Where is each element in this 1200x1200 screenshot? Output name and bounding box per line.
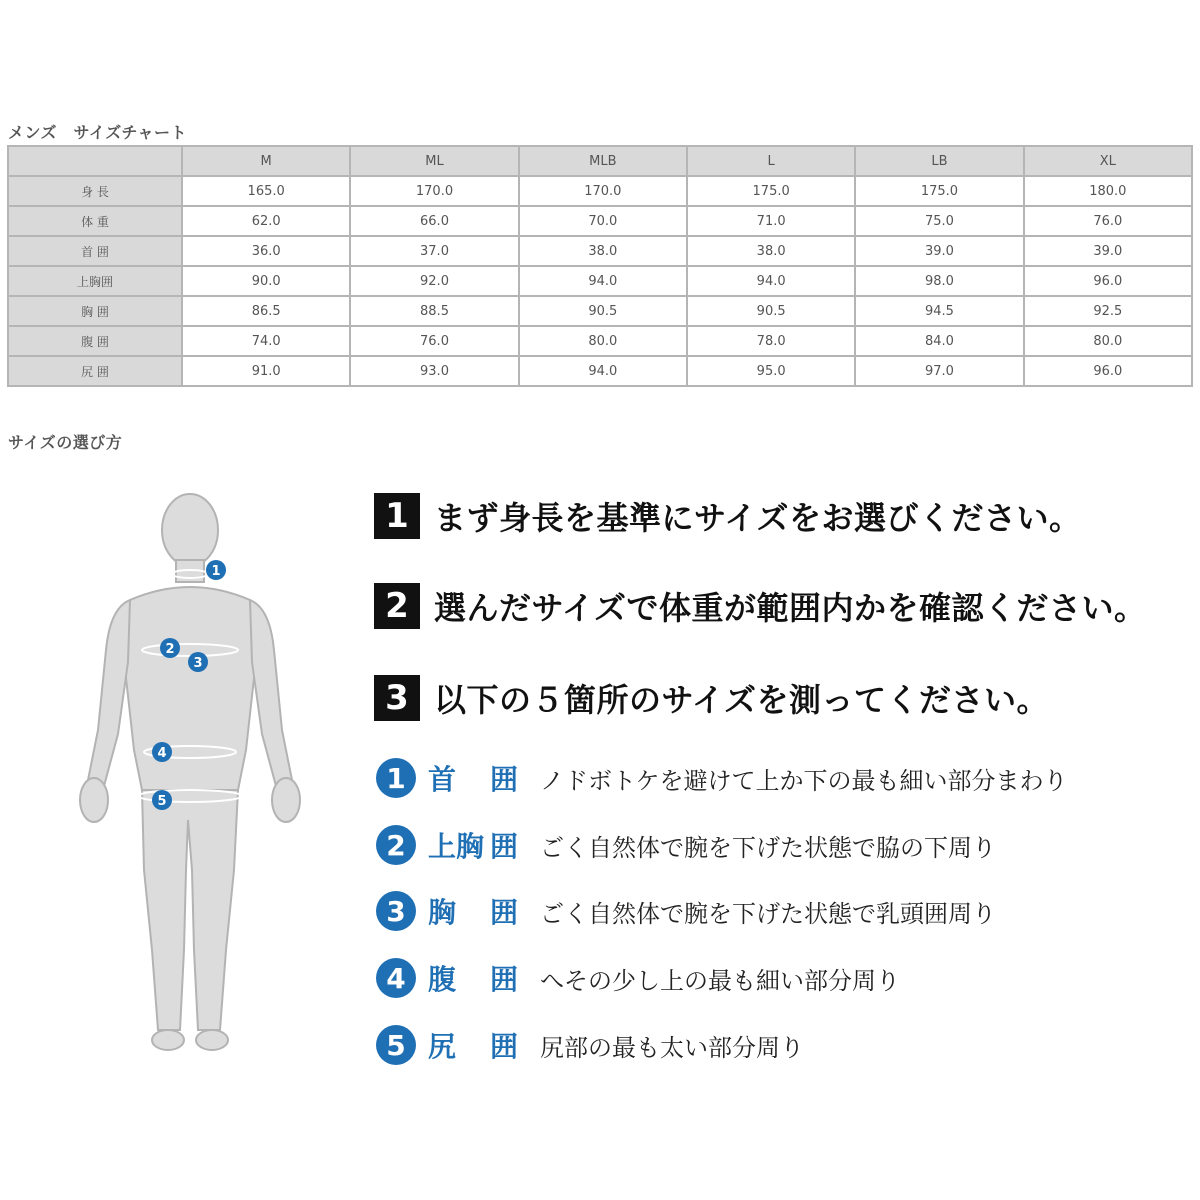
table-cell: 94.0 xyxy=(520,267,686,295)
column-header: MLB xyxy=(520,147,686,175)
row-label: 体 重 xyxy=(9,207,181,235)
measurement-description: 尻部の最も太い部分周り xyxy=(540,1033,804,1062)
table-cell: 92.5 xyxy=(1025,297,1191,325)
measurement-upper-chest xyxy=(376,825,996,865)
table-cell: 66.0 xyxy=(351,207,517,235)
measurement-label xyxy=(428,825,518,865)
table-cell: 94.0 xyxy=(688,267,854,295)
measurement-label xyxy=(428,758,518,798)
table-cell: 71.0 xyxy=(688,207,854,235)
table-cell: 38.0 xyxy=(520,237,686,265)
measurement-description: ごく自然体で腕を下げた状態で乳頭囲周り xyxy=(540,899,996,928)
table-cell: 94.0 xyxy=(520,357,686,385)
measurement-waist xyxy=(376,958,900,998)
table-cell: 39.0 xyxy=(1025,237,1191,265)
svg-text:5: 5 xyxy=(157,794,167,809)
table-cell: 75.0 xyxy=(856,207,1022,235)
column-header: LB xyxy=(856,147,1022,175)
table-cell: 76.0 xyxy=(1025,207,1191,235)
table-cell: 90.5 xyxy=(688,297,854,325)
table-cell: 93.0 xyxy=(351,357,517,385)
table-cell: 92.0 xyxy=(351,267,517,295)
measurement-description: ノドボトケを避けて上か下の最も細い部分まわり xyxy=(540,766,1068,795)
measurement-neck xyxy=(376,758,1068,798)
marker-chest xyxy=(188,652,208,672)
table-row xyxy=(9,327,1191,355)
marker-upper-chest xyxy=(160,638,180,658)
marker-neck xyxy=(206,560,226,580)
row-label: 身 長 xyxy=(9,177,181,205)
step-number-badge: 3 xyxy=(374,675,420,721)
table-cell: 86.5 xyxy=(183,297,349,325)
svg-text:2: 2 xyxy=(165,642,175,657)
measurement-description: へその少し上の最も細い部分周り xyxy=(540,966,900,995)
measurement-number-badge: 1 xyxy=(376,758,416,798)
table-row xyxy=(9,177,1191,205)
label-part: 胸 xyxy=(428,896,457,929)
table-cell: 175.0 xyxy=(856,177,1022,205)
table-row xyxy=(9,357,1191,385)
table-cell: 170.0 xyxy=(520,177,686,205)
marker-waist xyxy=(152,742,172,762)
measurement-hip xyxy=(376,1025,804,1065)
table-row xyxy=(9,207,1191,235)
table-cell: 170.0 xyxy=(351,177,517,205)
table-row xyxy=(9,237,1191,265)
table-cell: 165.0 xyxy=(183,177,349,205)
measurement-number-badge: 2 xyxy=(376,825,416,865)
measurement-chest xyxy=(376,891,996,931)
table-cell: 80.0 xyxy=(520,327,686,355)
table-cell: 62.0 xyxy=(183,207,349,235)
table-cell: 78.0 xyxy=(688,327,854,355)
row-label: 尻 囲 xyxy=(9,357,181,385)
row-label: 首 囲 xyxy=(9,237,181,265)
row-label: 胸 囲 xyxy=(9,297,181,325)
table-cell: 98.0 xyxy=(856,267,1022,295)
size-chart-table xyxy=(7,145,1193,387)
label-part: 上胸 xyxy=(428,830,485,863)
label-part: 囲 xyxy=(489,830,518,863)
table-header-row xyxy=(9,147,1191,175)
table-cell: 88.5 xyxy=(351,297,517,325)
step-2 xyxy=(374,584,1146,628)
table-cell: 38.0 xyxy=(688,237,854,265)
measurement-number-badge: 4 xyxy=(376,958,416,998)
row-label: 腹 囲 xyxy=(9,327,181,355)
table-cell: 37.0 xyxy=(351,237,517,265)
table-cell: 180.0 xyxy=(1025,177,1191,205)
table-row xyxy=(9,297,1191,325)
table-cell: 36.0 xyxy=(183,237,349,265)
measurement-label xyxy=(428,891,518,931)
column-header: M xyxy=(183,147,349,175)
table-cell: 84.0 xyxy=(856,327,1022,355)
measurement-label xyxy=(428,1025,518,1065)
label-part: 首 xyxy=(428,763,457,796)
table-cell: 70.0 xyxy=(520,207,686,235)
label-part: 囲 xyxy=(489,963,518,996)
column-header: L xyxy=(688,147,854,175)
step-text: まず身長を基準にサイズをお選びください。 xyxy=(434,499,1082,537)
table-corner-cell xyxy=(9,147,181,175)
body-figure-illustration xyxy=(70,490,310,1070)
svg-text:1: 1 xyxy=(211,564,221,579)
table-cell: 74.0 xyxy=(183,327,349,355)
size-guide-title: サイズの選び方 xyxy=(8,433,123,452)
step-1 xyxy=(374,494,1081,538)
svg-text:4: 4 xyxy=(157,746,167,761)
step-text: 選んだサイズで体重が範囲内かを確認ください。 xyxy=(434,589,1147,627)
table-cell: 76.0 xyxy=(351,327,517,355)
table-row xyxy=(9,267,1191,295)
measurement-label xyxy=(428,958,518,998)
column-header: ML xyxy=(351,147,517,175)
table-cell: 39.0 xyxy=(856,237,1022,265)
size-chart-title: メンズ サイズチャート xyxy=(8,123,187,142)
label-part: 囲 xyxy=(489,763,518,796)
table-cell: 80.0 xyxy=(1025,327,1191,355)
measurement-number-badge: 5 xyxy=(376,1025,416,1065)
step-3 xyxy=(374,676,1049,720)
table-cell: 96.0 xyxy=(1025,357,1191,385)
measurement-description: ごく自然体で腕を下げた状態で脇の下周り xyxy=(540,833,996,862)
table-cell: 96.0 xyxy=(1025,267,1191,295)
table-cell: 175.0 xyxy=(688,177,854,205)
label-part: 囲 xyxy=(489,1030,518,1063)
table-cell: 94.5 xyxy=(856,297,1022,325)
table-cell: 97.0 xyxy=(856,357,1022,385)
row-label: 上胸囲 xyxy=(9,267,181,295)
table-cell: 90.0 xyxy=(183,267,349,295)
measurement-number-badge: 3 xyxy=(376,891,416,931)
table-cell: 95.0 xyxy=(688,357,854,385)
label-part: 囲 xyxy=(489,896,518,929)
table-cell: 91.0 xyxy=(183,357,349,385)
marker-hip xyxy=(152,790,172,810)
column-header: XL xyxy=(1025,147,1191,175)
table-cell: 90.5 xyxy=(520,297,686,325)
step-text: 以下の５箇所のサイズを測ってください。 xyxy=(434,681,1049,719)
step-number-badge: 2 xyxy=(374,583,420,629)
svg-text:3: 3 xyxy=(193,656,203,671)
step-number-badge: 1 xyxy=(374,493,420,539)
label-part: 腹 xyxy=(428,963,457,996)
label-part: 尻 xyxy=(428,1030,457,1063)
